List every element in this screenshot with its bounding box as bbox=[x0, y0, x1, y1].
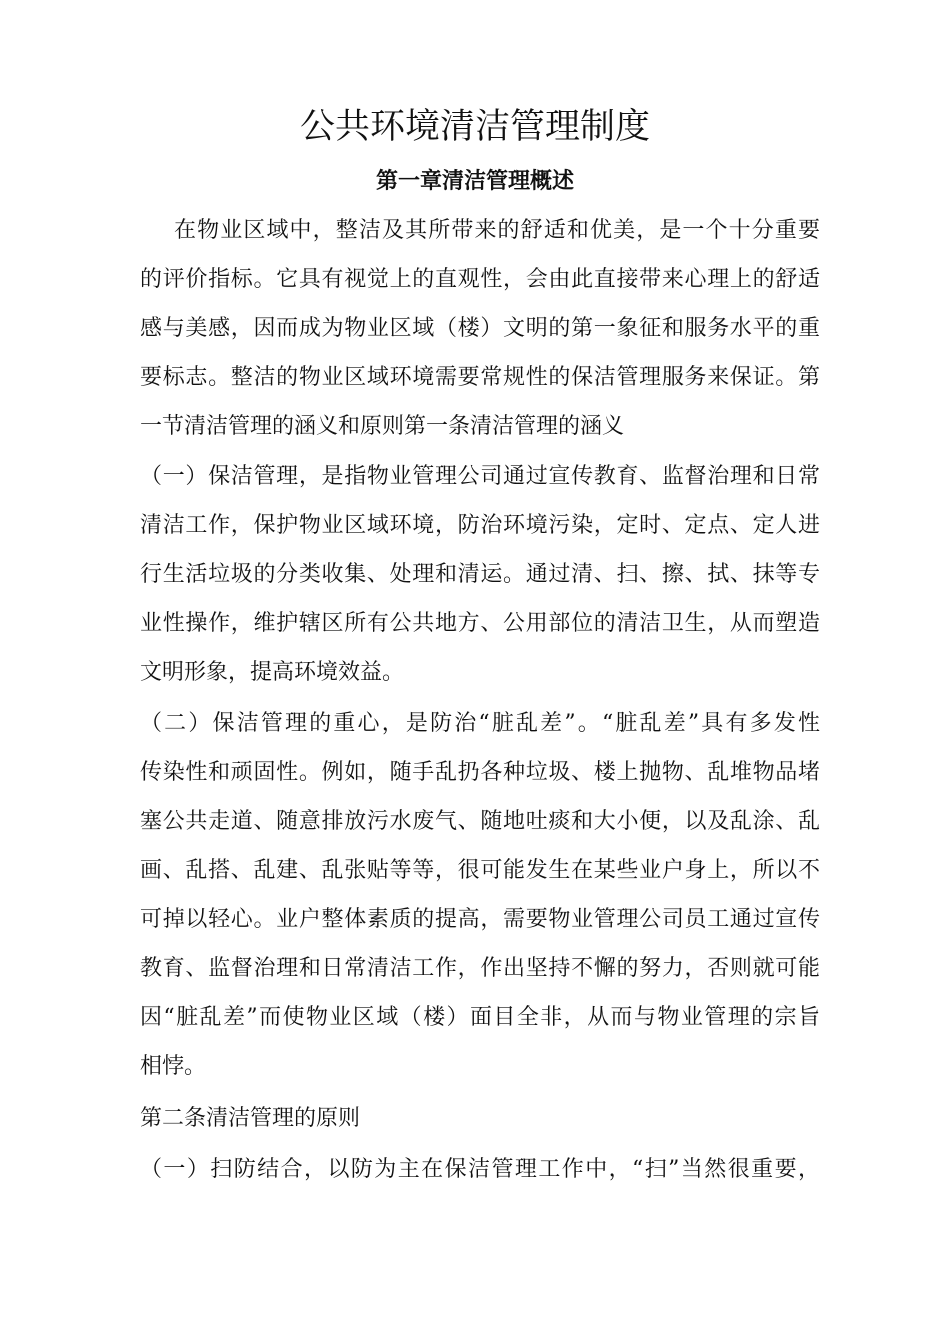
document-title: 公共环境清洁管理制度 bbox=[299, 107, 650, 147]
paragraph-line: 因“脏乱差”而使物业区域（楼）面目全非，从而与物业管理的宗旨 bbox=[140, 1005, 820, 1030]
paragraph-line: （一）保洁管理，是指物业管理公司通过宣传教育、监督治理和日常 bbox=[140, 464, 820, 489]
paragraph-line: （二）保洁管理的重心，是防治“脏乱差”。“脏乱差”具有多发性 bbox=[140, 711, 820, 736]
paragraph-line: 要标志。整洁的物业区域环境需要常规性的保洁管理服务来保证。第 bbox=[140, 365, 820, 390]
paragraph-line: 清洁工作，保护物业区域环境，防治环境污染，定时、定点、定人进 bbox=[140, 513, 820, 538]
paragraph-line: 一节清洁管理的涵义和原则第一条清洁管理的涵义 bbox=[140, 414, 625, 439]
paragraph-line: 文明形象，提高环境效益。 bbox=[140, 660, 405, 685]
paragraph-line: 画、乱搭、乱建、乱张贴等等，很可能发生在某些业户身上，所以不 bbox=[140, 858, 820, 883]
paragraph-line: 业性操作，维护辖区所有公共地方、公用部位的清洁卫生，从而塑造 bbox=[140, 611, 820, 636]
paragraph-line: 传染性和顽固性。例如，随手乱扔各种垃圾、楼上抛物、乱堆物品堵 bbox=[140, 760, 820, 785]
paragraph-line: 在物业区域中，整洁及其所带来的舒适和优美，是一个十分重要 bbox=[174, 218, 820, 243]
paragraph-line: 塞公共走道、随意排放污水废气、随地吐痰和大小便，以及乱涂、乱 bbox=[140, 809, 820, 834]
paragraph-line: 的评价指标。它具有视觉上的直观性，会由此直接带来心理上的舒适 bbox=[140, 267, 820, 292]
paragraph-line: 相悖。 bbox=[140, 1054, 207, 1079]
paragraph-line: 可掉以轻心。业户整体素质的提高，需要物业管理公司员工通过宣传 bbox=[140, 907, 820, 932]
paragraph-line: 感与美感，因而成为物业区域（楼）文明的第一象征和服务水平的重 bbox=[140, 316, 820, 341]
paragraph-line: （一）扫防结合，以防为主在保洁管理工作中，“扫”当然很重要， bbox=[140, 1157, 820, 1182]
paragraph-line: 教育、监督治理和日常清洁工作，作出坚持不懈的努力，否则就可能 bbox=[140, 956, 820, 981]
section-heading: 第二条清洁管理的原则 bbox=[140, 1106, 361, 1131]
chapter-title: 第一章清洁管理概述 bbox=[375, 168, 574, 194]
paragraph-line: 行生活垃圾的分类收集、处理和清运。通过清、扫、擦、拭、抹等专 bbox=[140, 562, 820, 587]
